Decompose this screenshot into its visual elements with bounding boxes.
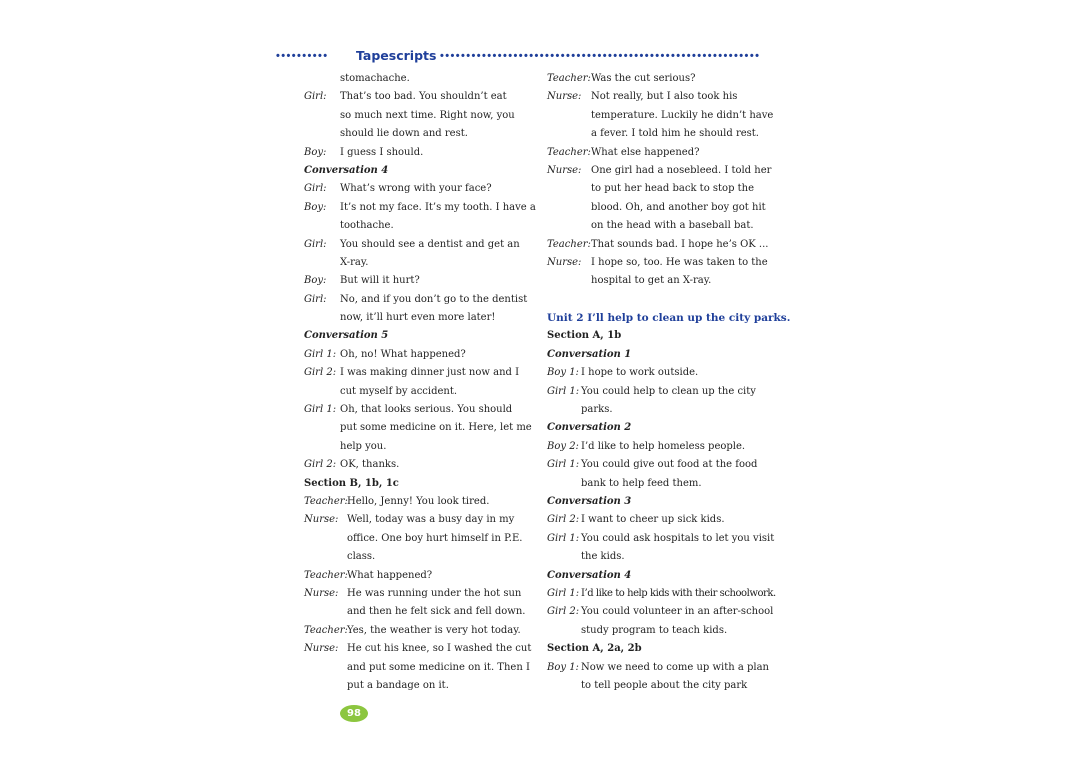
speaker: Girl 1: — [304, 348, 337, 360]
line — [547, 364, 787, 382]
line — [304, 585, 540, 603]
line — [304, 383, 540, 401]
line — [304, 236, 540, 254]
conversation-heading — [304, 327, 540, 345]
line — [304, 548, 540, 566]
header-dots-right: ••••••••••••••••••••••••••••••••••••••••••••••••••••••••••••• — [440, 50, 761, 62]
speaker: Nurse: — [304, 514, 339, 526]
line-text: What else happened? — [591, 146, 700, 158]
line — [547, 548, 787, 566]
line — [547, 456, 787, 474]
right-column — [547, 70, 791, 695]
speaker: Teacher: — [304, 495, 348, 507]
line-text: I want to cheer up sick kids. — [581, 514, 725, 526]
line — [547, 70, 787, 88]
line — [304, 70, 540, 88]
line-text: help you. — [340, 440, 387, 452]
line — [304, 401, 540, 419]
speaker: Girl 1: — [547, 385, 580, 397]
line-text: That’s too bad. You shouldn’t eat — [340, 91, 507, 103]
line — [304, 622, 540, 640]
line-text: a fever. I told him he should rest. — [591, 128, 759, 140]
speaker: Girl 2: — [304, 367, 337, 379]
line — [547, 88, 787, 106]
speaker: Boy: — [304, 201, 327, 213]
header-title: Tapescripts — [356, 48, 437, 63]
line-text: parks. — [581, 404, 613, 416]
line — [547, 125, 787, 143]
conversation-heading — [547, 346, 787, 364]
line — [304, 603, 540, 621]
line — [547, 659, 787, 677]
line-text: temperature. Luckily he didn’t have — [591, 109, 774, 121]
line — [304, 107, 540, 125]
line — [304, 346, 540, 364]
line-text: No, and if you don’t go to the dentist — [340, 293, 528, 305]
speaker: Teacher: — [547, 238, 591, 250]
heading-text: Conversation 4 — [304, 164, 389, 176]
line-text: Yes, the weather is very hot today. — [347, 624, 521, 636]
line-text: Hello, Jenny! You look tired. — [347, 495, 490, 507]
speaker: Girl: — [304, 183, 327, 195]
line — [304, 640, 540, 658]
line-text: Was the cut serious? — [591, 73, 696, 84]
line-text: and put some medicine on it. Then I — [347, 661, 530, 673]
line — [304, 217, 540, 235]
line-text: Not really, but I also took his — [591, 91, 738, 103]
speaker: Boy 2: — [547, 440, 579, 452]
line — [547, 199, 787, 217]
line — [547, 254, 787, 272]
line — [304, 438, 540, 456]
line-text: on the head with a baseball bat. — [591, 220, 754, 232]
line-text: You could volunteer in an after-school — [581, 606, 774, 618]
line-text: office. One boy hurt himself in P.E. — [347, 532, 523, 544]
heading-text: Conversation 3 — [547, 495, 632, 507]
line — [304, 456, 540, 474]
line-text: He cut his knee, so I washed the cut — [347, 643, 532, 655]
line — [547, 162, 787, 180]
line — [304, 659, 540, 677]
heading-text: Section B, 1b, 1c — [304, 477, 399, 489]
line — [547, 401, 787, 419]
heading-text: Section A, 1b — [547, 330, 622, 342]
line-text: to tell people about the city park — [581, 679, 748, 691]
line-text: OK, thanks. — [340, 459, 400, 471]
line — [304, 493, 540, 511]
line — [547, 180, 787, 198]
line — [304, 180, 540, 198]
speaker: Girl 1: — [547, 532, 580, 544]
section-heading — [547, 640, 787, 658]
line — [547, 677, 787, 695]
speaker: Girl: — [304, 293, 327, 305]
speaker: Boy 1: — [547, 367, 579, 379]
line — [547, 144, 787, 162]
page-number-badge: 98 — [340, 705, 368, 722]
speaker: Girl 2: — [304, 459, 337, 471]
line-text: You should see a dentist and get an — [340, 238, 520, 250]
line — [304, 677, 540, 695]
line — [547, 530, 787, 548]
heading-text: Conversation 5 — [304, 330, 389, 342]
heading-text: Conversation 4 — [547, 569, 632, 581]
speaker: Nurse: — [304, 643, 339, 655]
line-text: Well, today was a busy day in my — [347, 514, 515, 526]
line-text: That sounds bad. I hope he’s OK ... — [591, 238, 769, 250]
line-text: X-ray. — [340, 256, 369, 268]
line — [547, 272, 787, 290]
line-text: blood. Oh, and another boy got hit — [591, 201, 766, 213]
speaker: Girl: — [304, 91, 327, 103]
line-text: and then he felt sick and fell down. — [347, 606, 526, 618]
line-text: put some medicine on it. Here, let me — [340, 422, 532, 434]
left-column — [304, 70, 540, 695]
line-text: hospital to get an X-ray. — [591, 275, 712, 287]
line — [304, 272, 540, 290]
line — [304, 567, 540, 585]
speaker: Nurse: — [304, 587, 339, 599]
line — [304, 309, 540, 327]
line — [547, 383, 787, 401]
line-text: stomachache. — [340, 73, 410, 84]
heading-text: Conversation 2 — [547, 422, 632, 434]
line-text: toothache. — [340, 220, 394, 232]
line-text: I’d like to help kids with their schoolwork. — [581, 587, 776, 599]
line-text: should lie down and rest. — [340, 128, 468, 140]
speaker: Boy: — [304, 146, 327, 158]
line-text: now, it’ll hurt even more later! — [340, 312, 496, 324]
line-text: What’s wrong with your face? — [340, 183, 492, 195]
line — [547, 622, 787, 640]
speaker: Nurse: — [547, 256, 582, 268]
line — [304, 419, 540, 437]
line — [304, 530, 540, 548]
speaker: Girl 2: — [547, 606, 580, 618]
line-text: so much next time. Right now, you — [340, 109, 515, 121]
line-text: Now we need to come up with a plan — [581, 661, 769, 673]
line — [547, 107, 787, 125]
speaker: Girl 1: — [304, 404, 337, 416]
line-text: bank to help feed them. — [581, 477, 702, 489]
line-text: Oh, that looks serious. You should — [340, 404, 513, 416]
speaker: Teacher: — [304, 569, 348, 581]
speaker: Girl 1: — [547, 459, 580, 471]
line — [304, 254, 540, 272]
running-header — [276, 48, 806, 66]
speaker: Nurse: — [547, 91, 582, 103]
speaker: Girl 1: — [547, 587, 580, 599]
speaker: Teacher: — [547, 73, 591, 84]
speaker: Boy: — [304, 275, 327, 287]
line-text: You could help to clean up the city — [581, 385, 756, 397]
line-text: to put her head back to stop the — [591, 183, 755, 195]
line-text: I’d like to help homeless people. — [581, 440, 746, 452]
line — [547, 438, 787, 456]
line-text: I was making dinner just now and I — [340, 367, 520, 379]
line-text: But will it hurt? — [340, 275, 420, 287]
line — [304, 144, 540, 162]
line-text: I guess I should. — [340, 146, 424, 158]
line-text: cut myself by accident. — [340, 385, 458, 397]
heading-text: Conversation 1 — [547, 348, 632, 360]
line — [304, 88, 540, 106]
speaker: Girl: — [304, 238, 327, 250]
line-text: Oh, no! What happened? — [340, 348, 466, 360]
line-text: One girl had a nosebleed. I told her — [591, 164, 772, 176]
header-dots-left: •••••••••• — [276, 50, 329, 62]
conversation-heading — [547, 567, 787, 585]
line — [304, 364, 540, 382]
line-text: It’s not my face. It’s my tooth. I have a — [340, 201, 536, 213]
line-text: You could ask hospitals to let you visit — [581, 532, 775, 544]
line — [304, 291, 540, 309]
speaker: Teacher: — [304, 624, 348, 636]
section-heading — [547, 327, 787, 345]
line-text: the kids. — [581, 551, 625, 563]
line-text: I hope so, too. He was taken to the — [591, 256, 768, 268]
line — [547, 475, 787, 493]
line — [304, 511, 540, 529]
conversation-heading — [547, 419, 787, 437]
line — [304, 125, 540, 143]
line-text: He was running under the hot sun — [347, 587, 522, 599]
section-heading — [304, 475, 540, 493]
speaker: Nurse: — [547, 164, 582, 176]
speaker: Girl 2: — [547, 514, 580, 526]
line-text: study program to teach kids. — [581, 624, 728, 636]
line-text: class. — [347, 551, 376, 563]
blank-line — [547, 291, 787, 309]
line — [547, 603, 787, 621]
conversation-heading — [547, 493, 787, 511]
line-text: What happened? — [347, 569, 433, 581]
line-text: put a bandage on it. — [347, 679, 449, 691]
line — [547, 236, 787, 254]
conversation-heading — [304, 162, 540, 180]
line — [547, 217, 787, 235]
line — [547, 585, 787, 603]
unit-title — [547, 309, 791, 327]
line-text: I hope to work outside. — [581, 367, 699, 379]
line-text: You could give out food at the food — [581, 459, 758, 471]
heading-text: Section A, 2a, 2b — [547, 643, 642, 655]
speaker: Teacher: — [547, 146, 591, 158]
speaker: Boy 1: — [547, 661, 579, 673]
line — [547, 511, 787, 529]
unit-title-text: Unit 2 I’ll help to clean up the city parks. — [547, 312, 791, 325]
line — [304, 199, 540, 217]
